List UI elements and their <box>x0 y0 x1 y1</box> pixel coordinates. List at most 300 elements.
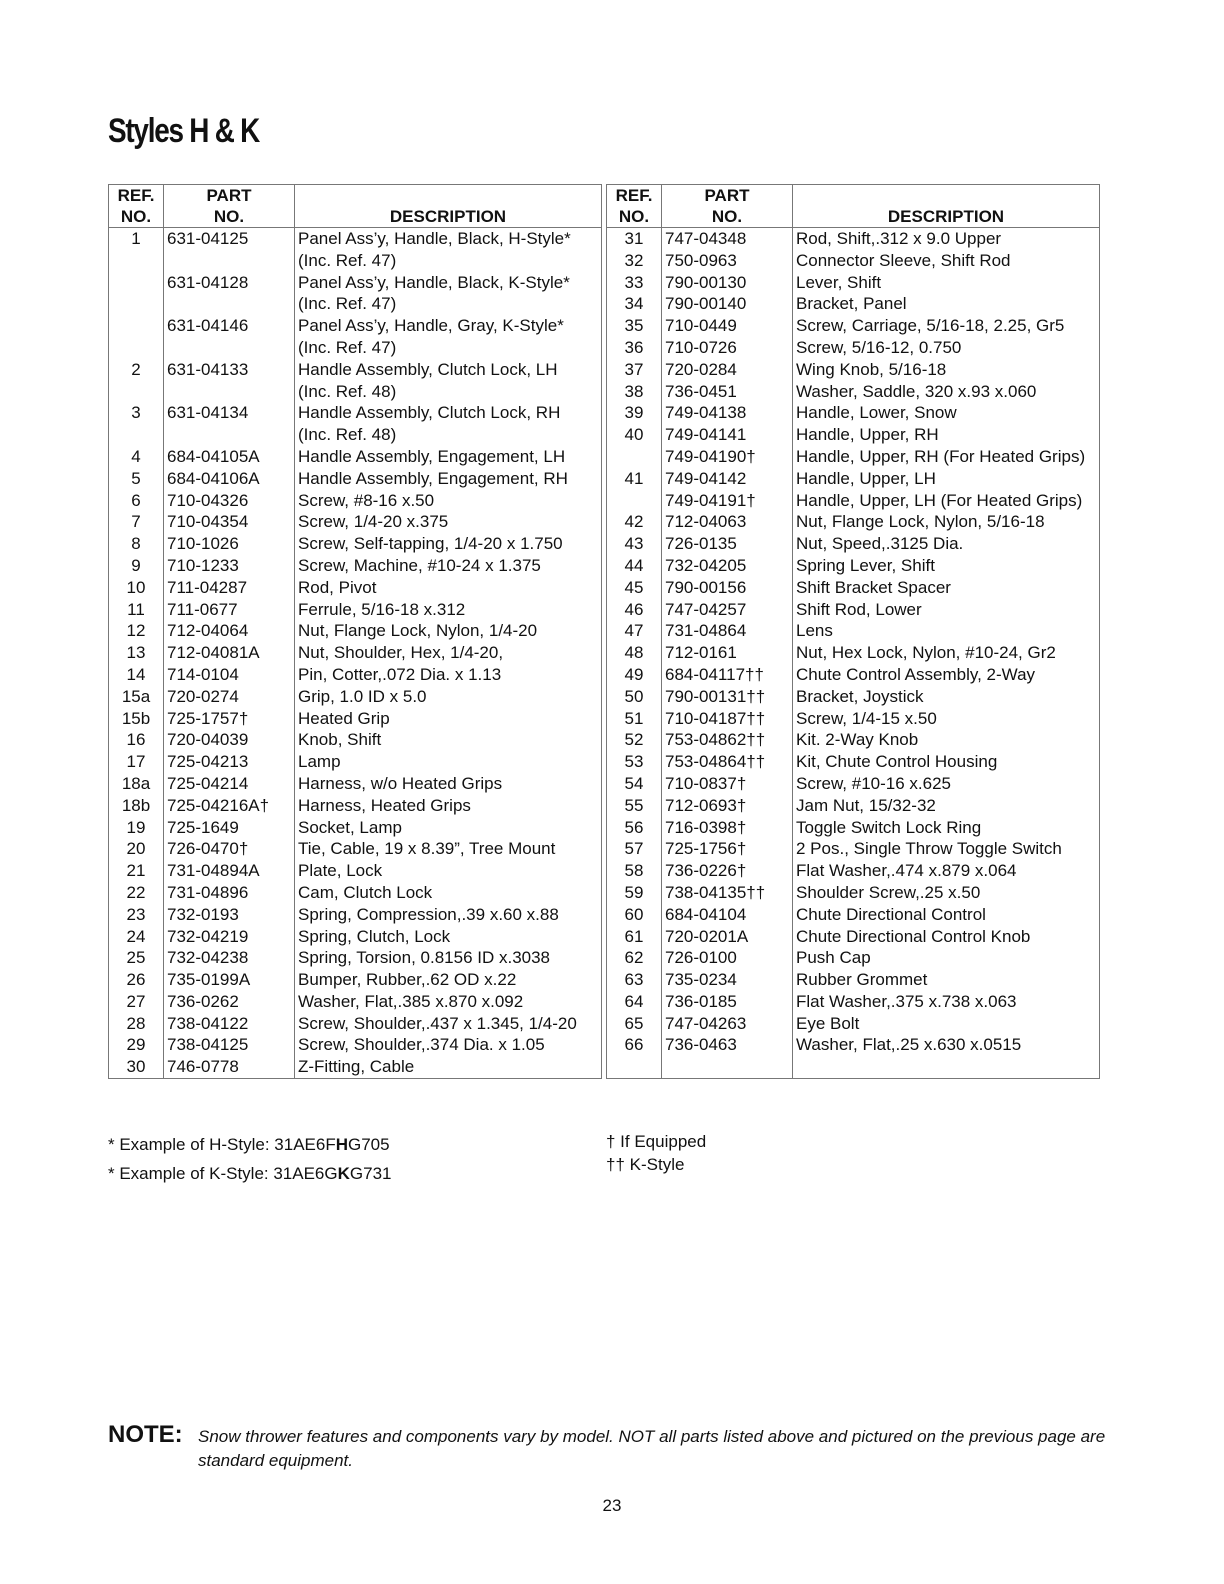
table-row <box>607 511 1100 533</box>
table-row <box>607 642 1100 664</box>
ref-no-cell: 7 <box>109 511 164 533</box>
description-cell: Handle Assembly, Engagement, RH <box>295 468 602 490</box>
description-cell: Knob, Shift <box>295 729 602 751</box>
ref-no-cell: 26 <box>109 969 164 991</box>
part-no-cell: 749-04142 <box>662 468 793 490</box>
table-row <box>109 882 602 904</box>
ref-no-cell: 44 <box>607 555 662 577</box>
part-no-cell: 732-0193 <box>164 904 295 926</box>
table-row <box>607 926 1100 948</box>
table-row <box>109 860 602 882</box>
description-cell: Chute Control Assembly, 2-Way <box>793 664 1100 686</box>
ref-no-cell: 38 <box>607 381 662 403</box>
description-cell: Toggle Switch Lock Ring <box>793 817 1100 839</box>
description-cell: Flat Washer,.474 x.879 x.064 <box>793 860 1100 882</box>
ref-no-cell: 57 <box>607 838 662 860</box>
ref-no-cell: 19 <box>109 817 164 839</box>
ref-no-cell: 36 <box>607 337 662 359</box>
description-cell: Screw, Machine, #10-24 x 1.375 <box>295 555 602 577</box>
table-row <box>607 904 1100 926</box>
ref-no-cell: 55 <box>607 795 662 817</box>
description-cell: Bracket, Panel <box>793 293 1100 315</box>
part-no-cell: 725-04216A† <box>164 795 295 817</box>
ref-no-cell <box>607 490 662 512</box>
ref-no-cell: 6 <box>109 490 164 512</box>
description-cell: Screw, 5/16-12, 0.750 <box>793 337 1100 359</box>
table-row <box>109 795 602 817</box>
part-no-cell: 738-04135†† <box>662 882 793 904</box>
description-cell: Grip, 1.0 ID x 5.0 <box>295 686 602 708</box>
ref-header-line2: NO. <box>120 207 152 226</box>
ref-no-cell: 31 <box>607 228 662 250</box>
ref-no-cell: 65 <box>607 1013 662 1035</box>
description-cell: (Inc. Ref. 48) <box>295 424 602 446</box>
part-no-cell: 710-04326 <box>164 490 295 512</box>
table-row <box>607 250 1100 272</box>
table-row <box>607 969 1100 991</box>
part-no-cell <box>164 250 295 272</box>
table-row <box>109 708 602 730</box>
description-cell: Screw, Carriage, 5/16-18, 2.25, Gr5 <box>793 315 1100 337</box>
table-row <box>109 1056 602 1078</box>
part-no-cell: 710-04187†† <box>662 708 793 730</box>
table-row <box>109 1034 602 1056</box>
part-no-cell: 735-0234 <box>662 969 793 991</box>
description-cell: Handle, Upper, LH (For Heated Grips) <box>793 490 1100 512</box>
description-cell: Panel Ass’y, Handle, Black, H-Style* <box>295 228 602 250</box>
description-cell: Washer, Saddle, 320 x.93 x.060 <box>793 381 1100 403</box>
ref-no-cell: 20 <box>109 838 164 860</box>
description-cell: Pin, Cotter,.072 Dia. x 1.13 <box>295 664 602 686</box>
table-row <box>607 620 1100 642</box>
part-no-cell: 711-0677 <box>164 599 295 621</box>
part-no-cell: 712-04063 <box>662 511 793 533</box>
table-row <box>109 773 602 795</box>
ref-no-cell: 15a <box>109 686 164 708</box>
table-row <box>607 708 1100 730</box>
ref-no-cell: 3 <box>109 402 164 424</box>
description-cell: Rod, Pivot <box>295 577 602 599</box>
table-row <box>109 642 602 664</box>
ref-no-cell <box>109 381 164 403</box>
part-no-cell: 790-00140 <box>662 293 793 315</box>
table-row <box>607 446 1100 468</box>
table-row <box>607 555 1100 577</box>
part-no-cell: 726-0135 <box>662 533 793 555</box>
part-no-cell: 684-04104 <box>662 904 793 926</box>
part-no-cell: 714-0104 <box>164 664 295 686</box>
ref-no-cell: 61 <box>607 926 662 948</box>
footnote-h-style <box>108 1133 390 1157</box>
part-no-cell: 710-04354 <box>164 511 295 533</box>
description-cell: Shoulder Screw,.25 x.50 <box>793 882 1100 904</box>
description-cell: Screw, 1/4-15 x.50 <box>793 708 1100 730</box>
description-cell: Lever, Shift <box>793 272 1100 294</box>
description-cell: Handle, Upper, RH <box>793 424 1100 446</box>
ref-no-cell: 11 <box>109 599 164 621</box>
part-no-cell: 738-04122 <box>164 1013 295 1035</box>
table-row <box>109 490 602 512</box>
description-cell: Handle, Upper, LH <box>793 468 1100 490</box>
ref-no-header <box>607 185 662 228</box>
description-cell: Harness, w/o Heated Grips <box>295 773 602 795</box>
part-no-cell: 631-04133 <box>164 359 295 381</box>
ref-no-cell: 34 <box>607 293 662 315</box>
ref-no-cell: 25 <box>109 947 164 969</box>
parts-table-right-body <box>607 228 1100 1079</box>
description-cell: Plate, Lock <box>295 860 602 882</box>
ref-no-cell <box>607 446 662 468</box>
description-header: DESCRIPTION <box>793 185 1100 228</box>
description-cell: Screw, #10-16 x.625 <box>793 773 1100 795</box>
table-row <box>109 533 602 555</box>
description-cell: Handle, Lower, Snow <box>793 402 1100 424</box>
table-row <box>109 664 602 686</box>
ref-no-cell: 15b <box>109 708 164 730</box>
part-no-cell: 753-04862†† <box>662 729 793 751</box>
ref-no-cell: 12 <box>109 620 164 642</box>
table-row <box>607 1056 1100 1078</box>
part-no-cell: 735-0199A <box>164 969 295 991</box>
description-cell: Lamp <box>295 751 602 773</box>
description-cell: Spring, Clutch, Lock <box>295 926 602 948</box>
part-header-line1: PART <box>206 186 252 205</box>
ref-no-cell: 45 <box>607 577 662 599</box>
ref-no-cell: 27 <box>109 991 164 1013</box>
ref-no-cell: 53 <box>607 751 662 773</box>
ref-no-cell <box>109 250 164 272</box>
ref-no-cell: 18b <box>109 795 164 817</box>
part-no-cell: 736-0185 <box>662 991 793 1013</box>
table-row <box>109 599 602 621</box>
part-no-cell: 790-00130 <box>662 272 793 294</box>
table-row <box>607 402 1100 424</box>
ref-no-cell: 16 <box>109 729 164 751</box>
part-no-cell: 726-0100 <box>662 947 793 969</box>
table-row <box>607 729 1100 751</box>
table-row <box>109 511 602 533</box>
description-cell: Flat Washer,.375 x.738 x.063 <box>793 991 1100 1013</box>
description-cell: Kit, Chute Control Housing <box>793 751 1100 773</box>
table-row <box>109 228 602 250</box>
table-row <box>607 424 1100 446</box>
description-cell: (Inc. Ref. 48) <box>295 381 602 403</box>
part-no-cell: 746-0778 <box>164 1056 295 1078</box>
table-row <box>109 686 602 708</box>
part-no-cell: 720-04039 <box>164 729 295 751</box>
ref-no-cell: 66 <box>607 1034 662 1056</box>
table-row <box>607 882 1100 904</box>
description-cell: Socket, Lamp <box>295 817 602 839</box>
ref-no-cell: 48 <box>607 642 662 664</box>
part-no-header <box>662 185 793 228</box>
part-no-cell: 732-04238 <box>164 947 295 969</box>
description-cell: Screw, Self-tapping, 1/4-20 x 1.750 <box>295 533 602 555</box>
ref-no-cell: 33 <box>607 272 662 294</box>
table-row <box>607 838 1100 860</box>
table-row <box>109 1013 602 1035</box>
part-no-cell: 790-00131†† <box>662 686 793 708</box>
ref-no-cell: 50 <box>607 686 662 708</box>
description-cell: Eye Bolt <box>793 1013 1100 1035</box>
part-no-cell: 726-0470† <box>164 838 295 860</box>
part-no-cell: 731-04894A <box>164 860 295 882</box>
ref-no-cell: 43 <box>607 533 662 555</box>
part-no-cell: 732-04219 <box>164 926 295 948</box>
table-row <box>607 1013 1100 1035</box>
part-header-line2: NO. <box>711 207 743 226</box>
description-cell: Washer, Flat,.385 x.870 x.092 <box>295 991 602 1013</box>
part-no-cell: 631-04146 <box>164 315 295 337</box>
table-row <box>109 424 602 446</box>
part-no-cell: 731-04864 <box>662 620 793 642</box>
ref-no-cell: 64 <box>607 991 662 1013</box>
ref-no-cell <box>109 293 164 315</box>
part-no-cell: 720-0201A <box>662 926 793 948</box>
table-row <box>607 991 1100 1013</box>
table-row <box>607 947 1100 969</box>
ref-no-cell: 58 <box>607 860 662 882</box>
part-no-cell <box>662 1056 793 1078</box>
part-no-cell: 747-04348 <box>662 228 793 250</box>
ref-no-cell <box>109 272 164 294</box>
part-no-cell <box>164 424 295 446</box>
description-cell: Cam, Clutch Lock <box>295 882 602 904</box>
table-row <box>607 293 1100 315</box>
table-row <box>607 490 1100 512</box>
part-no-cell: 720-0284 <box>662 359 793 381</box>
description-cell: Nut, Shoulder, Hex, 1/4-20, <box>295 642 602 664</box>
description-cell: Panel Ass’y, Handle, Gray, K-Style* <box>295 315 602 337</box>
part-no-cell <box>164 293 295 315</box>
description-cell: Spring Lever, Shift <box>793 555 1100 577</box>
part-no-cell: 712-04064 <box>164 620 295 642</box>
table-row <box>607 860 1100 882</box>
table-row <box>109 337 602 359</box>
table-row <box>109 381 602 403</box>
table-row <box>109 947 602 969</box>
description-cell: Screw, 1/4-20 x.375 <box>295 511 602 533</box>
description-cell: Handle Assembly, Engagement, LH <box>295 446 602 468</box>
ref-no-cell: 23 <box>109 904 164 926</box>
table-row <box>109 904 602 926</box>
description-cell: Spring, Torsion, 0.8156 ID x.3038 <box>295 947 602 969</box>
description-cell: Spring, Compression,.39 x.60 x.88 <box>295 904 602 926</box>
table-row <box>109 817 602 839</box>
ref-no-cell <box>607 1056 662 1078</box>
ref-no-cell: 29 <box>109 1034 164 1056</box>
part-no-header <box>164 185 295 228</box>
description-cell: Wing Knob, 5/16-18 <box>793 359 1100 381</box>
ref-no-cell: 17 <box>109 751 164 773</box>
description-cell: (Inc. Ref. 47) <box>295 337 602 359</box>
ref-no-cell: 35 <box>607 315 662 337</box>
part-no-cell: 753-04864†† <box>662 751 793 773</box>
table-row <box>607 381 1100 403</box>
description-cell: Screw, #8-16 x.50 <box>295 490 602 512</box>
table-row <box>109 272 602 294</box>
footnote-k-bold: K <box>337 1164 350 1183</box>
ref-no-cell: 1 <box>109 228 164 250</box>
description-cell: Ferrule, 5/16-18 x.312 <box>295 599 602 621</box>
table-row <box>109 468 602 490</box>
table-row <box>607 228 1100 250</box>
description-cell: Panel Ass’y, Handle, Black, K-Style* <box>295 272 602 294</box>
ref-no-cell: 42 <box>607 511 662 533</box>
ref-no-cell: 49 <box>607 664 662 686</box>
table-row <box>607 817 1100 839</box>
table-row <box>607 795 1100 817</box>
table-row <box>109 838 602 860</box>
part-no-cell: 736-0262 <box>164 991 295 1013</box>
description-cell: Bracket, Joystick <box>793 686 1100 708</box>
description-cell: Screw, Shoulder,.374 Dia. x 1.05 <box>295 1034 602 1056</box>
table-row <box>607 577 1100 599</box>
part-no-cell: 749-04190† <box>662 446 793 468</box>
ref-no-cell <box>109 337 164 359</box>
part-no-cell: 720-0274 <box>164 686 295 708</box>
part-no-cell: 736-0451 <box>662 381 793 403</box>
description-cell: Harness, Heated Grips <box>295 795 602 817</box>
ref-no-cell: 56 <box>607 817 662 839</box>
part-no-cell: 749-04191† <box>662 490 793 512</box>
description-cell: Tie, Cable, 19 x 8.39”, Tree Mount <box>295 838 602 860</box>
table-row <box>109 991 602 1013</box>
footnote-h-suffix: G705 <box>348 1135 390 1154</box>
footnote-k-style-marker: †† K-Style <box>606 1155 685 1174</box>
description-cell <box>793 1056 1100 1078</box>
part-no-cell: 710-0726 <box>662 337 793 359</box>
ref-no-cell: 32 <box>607 250 662 272</box>
ref-header-line1: REF. <box>615 186 653 205</box>
table-row <box>109 446 602 468</box>
table-row <box>607 272 1100 294</box>
table-row <box>607 1034 1100 1056</box>
ref-no-header <box>109 185 164 228</box>
ref-header-line2: NO. <box>618 207 650 226</box>
part-no-cell: 738-04125 <box>164 1034 295 1056</box>
description-cell: Handle Assembly, Clutch Lock, LH <box>295 359 602 381</box>
part-no-cell: 710-1233 <box>164 555 295 577</box>
ref-no-cell: 60 <box>607 904 662 926</box>
part-no-cell <box>164 381 295 403</box>
description-cell: (Inc. Ref. 47) <box>295 250 602 272</box>
description-cell: Heated Grip <box>295 708 602 730</box>
parts-table-left <box>108 184 602 1079</box>
description-cell: Chute Directional Control <box>793 904 1100 926</box>
part-no-cell: 732-04205 <box>662 555 793 577</box>
description-cell: Nut, Hex Lock, Nylon, #10-24, Gr2 <box>793 642 1100 664</box>
part-no-cell: 631-04128 <box>164 272 295 294</box>
part-no-cell: 712-04081A <box>164 642 295 664</box>
ref-no-cell: 37 <box>607 359 662 381</box>
footnote-h-bold: H <box>335 1135 348 1154</box>
part-no-cell: 725-1649 <box>164 817 295 839</box>
ref-no-cell: 46 <box>607 599 662 621</box>
table-row <box>109 926 602 948</box>
ref-no-cell: 10 <box>109 577 164 599</box>
part-no-cell: 749-04138 <box>662 402 793 424</box>
part-no-cell: 725-04214 <box>164 773 295 795</box>
footnote-if-equipped: † If Equipped <box>606 1132 707 1151</box>
ref-no-cell: 30 <box>109 1056 164 1078</box>
ref-no-cell: 40 <box>607 424 662 446</box>
part-no-cell: 684-04117†† <box>662 664 793 686</box>
table-row <box>109 250 602 272</box>
note-label: NOTE: <box>108 1421 183 1448</box>
part-no-cell: 710-1026 <box>164 533 295 555</box>
part-no-cell: 710-0449 <box>662 315 793 337</box>
table-row <box>607 773 1100 795</box>
description-cell: Kit. 2-Way Knob <box>793 729 1100 751</box>
footnote-k-suffix: G731 <box>349 1164 392 1183</box>
ref-no-cell: 22 <box>109 882 164 904</box>
description-cell: Connector Sleeve, Shift Rod <box>793 250 1100 272</box>
description-cell: Handle Assembly, Clutch Lock, RH <box>295 402 602 424</box>
ref-no-cell: 21 <box>109 860 164 882</box>
footnote-h-prefix: * Example of H-Style: 31AE6F <box>108 1135 336 1154</box>
part-no-cell: 725-1757† <box>164 708 295 730</box>
footnote-k-prefix: * Example of K-Style: 31AE6G <box>108 1164 338 1183</box>
description-cell: Nut, Speed,.3125 Dia. <box>793 533 1100 555</box>
table-row <box>607 337 1100 359</box>
part-no-cell: 731-04896 <box>164 882 295 904</box>
ref-no-cell: 59 <box>607 882 662 904</box>
description-cell: Screw, Shoulder,.437 x 1.345, 1/4-20 <box>295 1013 602 1035</box>
description-cell: (Inc. Ref. 47) <box>295 293 602 315</box>
part-no-cell: 631-04134 <box>164 402 295 424</box>
description-cell: Rod, Shift,.312 x 9.0 Upper <box>793 228 1100 250</box>
part-no-cell: 631-04125 <box>164 228 295 250</box>
description-cell: Handle, Upper, RH (For Heated Grips) <box>793 446 1100 468</box>
part-no-cell: 749-04141 <box>662 424 793 446</box>
table-row <box>607 359 1100 381</box>
description-cell: Nut, Flange Lock, Nylon, 1/4-20 <box>295 620 602 642</box>
table-row <box>109 402 602 424</box>
table-row <box>109 293 602 315</box>
description-header: DESCRIPTION <box>295 185 602 228</box>
description-cell: Shift Rod, Lower <box>793 599 1100 621</box>
page-number: 23 <box>602 1496 622 1515</box>
note-text: Snow thrower features and components vary by model. NOT all parts listed above and pictured on the previous page are standard equipment. <box>198 1427 1106 1470</box>
part-no-cell: 684-04105A <box>164 446 295 468</box>
description-cell: Bumper, Rubber,.62 OD x.22 <box>295 969 602 991</box>
table-row <box>607 664 1100 686</box>
part-no-cell: 712-0161 <box>662 642 793 664</box>
ref-no-cell: 63 <box>607 969 662 991</box>
part-no-cell: 747-04257 <box>662 599 793 621</box>
ref-no-cell: 14 <box>109 664 164 686</box>
ref-no-cell: 18a <box>109 773 164 795</box>
part-no-cell: 736-0226† <box>662 860 793 882</box>
table-row <box>109 620 602 642</box>
part-no-cell: 716-0398† <box>662 817 793 839</box>
table-row <box>109 359 602 381</box>
page-title: Styles H & K <box>108 112 260 150</box>
parts-table-right <box>606 184 1100 1079</box>
part-no-cell: 747-04263 <box>662 1013 793 1035</box>
table-row <box>607 599 1100 621</box>
part-no-cell: 712-0693† <box>662 795 793 817</box>
ref-header-line1: REF. <box>117 186 155 205</box>
description-cell: Lens <box>793 620 1100 642</box>
part-header-line1: PART <box>704 186 750 205</box>
table-row <box>109 577 602 599</box>
parts-table-left-body <box>109 228 602 1079</box>
ref-no-cell: 5 <box>109 468 164 490</box>
table-row <box>607 315 1100 337</box>
ref-no-cell: 47 <box>607 620 662 642</box>
